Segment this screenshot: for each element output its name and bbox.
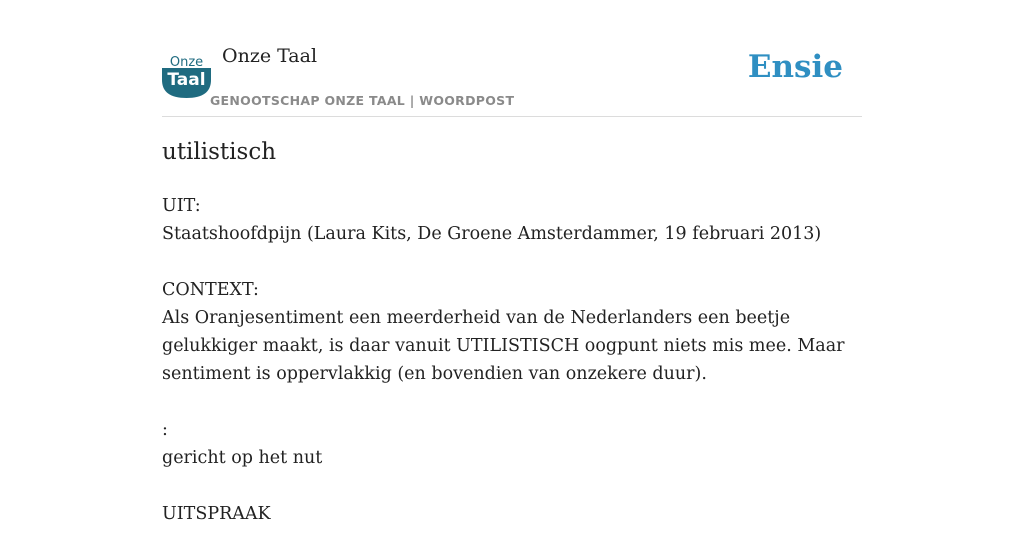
ensie-brand-logo[interactable]: Ensie xyxy=(747,49,843,85)
source-label: UIT: xyxy=(162,196,201,216)
site-subtitle: GENOOTSCHAP ONZE TAAL | WOORDPOST xyxy=(210,93,515,108)
definition-text: gericht op het nut xyxy=(162,448,323,468)
pronunciation-block xyxy=(162,500,872,528)
context-text: Als Oranjesentiment een meerderheid van de Nederlanders een beetje gelukkiger maakt, is daar vanuit UTILISTISCH oogpunt niets mis mee. Maar sentiment is oppervlakkig (en bovendien van onzekere duur). xyxy=(162,308,845,384)
definition-block xyxy=(162,416,872,472)
definition-label: : xyxy=(162,420,168,440)
pronunciation-label: UITSPRAAK xyxy=(162,504,271,524)
site-name[interactable]: Onze Taal xyxy=(222,45,318,67)
source-text: Staatshoofdpijn (Laura Kits, De Groene Amsterdammer, 19 februari 2013) xyxy=(162,224,822,244)
context-label: CONTEXT: xyxy=(162,280,259,300)
entry-content xyxy=(162,192,872,556)
onze-taal-logo[interactable] xyxy=(162,52,211,98)
source-block xyxy=(162,192,872,248)
site-header xyxy=(162,44,862,117)
logo-top-text: Onze xyxy=(169,55,204,70)
entry-title: utilistisch xyxy=(162,139,277,165)
logo-bottom-text: Taal xyxy=(167,70,206,90)
context-block xyxy=(162,276,872,388)
